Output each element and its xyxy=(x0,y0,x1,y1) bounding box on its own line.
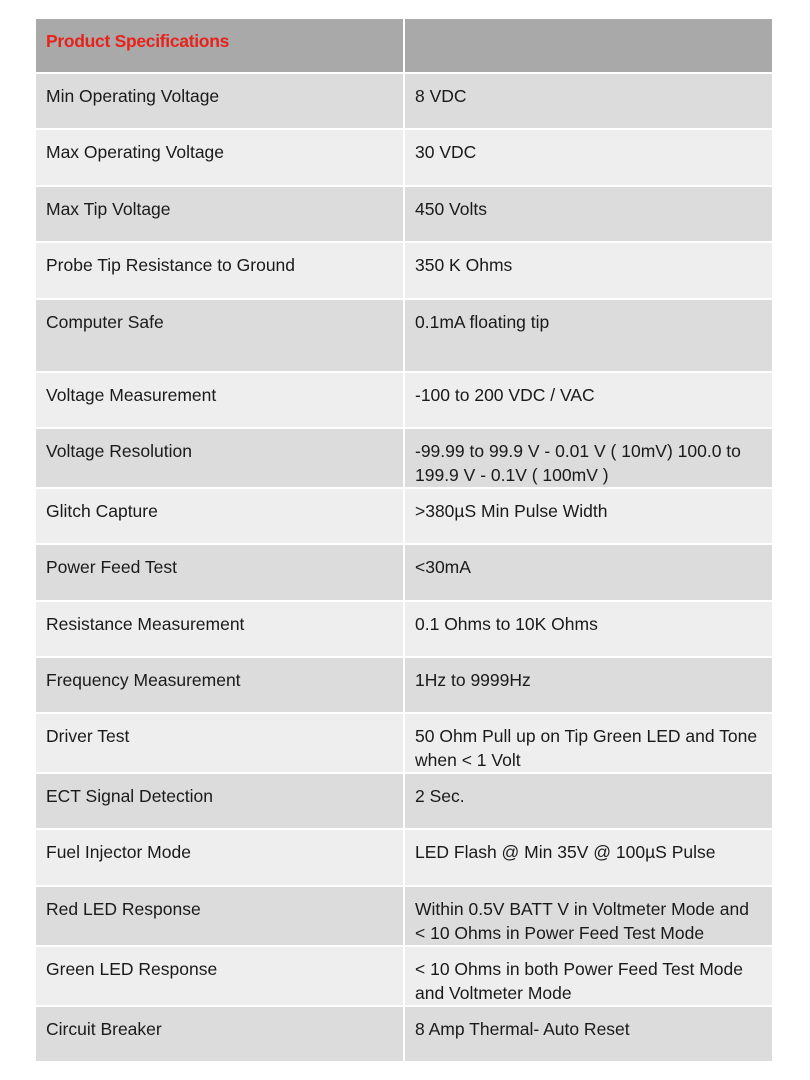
spec-label: Min Operating Voltage xyxy=(46,86,220,106)
table-row xyxy=(36,886,772,946)
spec-label: Green LED Response xyxy=(46,959,218,979)
spec-label: Max Operating Voltage xyxy=(46,142,225,162)
spec-label: Fuel Injector Mode xyxy=(46,842,191,862)
spec-value: 8 Amp Thermal- Auto Reset xyxy=(404,1006,772,1062)
spec-label: Voltage Resolution xyxy=(46,441,192,461)
spec-value: 350 K Ohms xyxy=(404,242,772,299)
table-row xyxy=(36,129,772,186)
spec-label: Driver Test xyxy=(46,726,130,746)
table-title: Product Specifications xyxy=(46,31,230,51)
spec-label: Resistance Measurement xyxy=(46,614,245,634)
spec-label: Max Tip Voltage xyxy=(46,199,171,219)
spec-label: Glitch Capture xyxy=(46,501,158,521)
spec-label: Power Feed Test xyxy=(46,557,177,577)
spec-value: 450 Volts xyxy=(404,186,772,242)
spec-value: < 10 Ohms in both Power Feed Test Mode and Voltmeter Mode xyxy=(404,946,772,1006)
spec-value: 30 VDC xyxy=(404,129,772,186)
spec-value: 2 Sec. xyxy=(404,773,772,829)
table-row xyxy=(36,601,772,657)
table-row xyxy=(36,773,772,829)
table-row xyxy=(36,428,772,488)
table-header-row xyxy=(36,19,772,73)
spec-value: >380µS Min Pulse Width xyxy=(404,488,772,544)
spec-value: 1Hz to 9999Hz xyxy=(404,657,772,713)
spec-value: 0.1mA floating tip xyxy=(404,299,772,372)
spec-value: Within 0.5V BATT V in Voltmeter Mode and < 10 Ohms in Power Feed Test Mode xyxy=(404,886,772,946)
spec-value: -100 to 200 VDC / VAC xyxy=(404,372,772,428)
spec-label: Red LED Response xyxy=(46,899,201,919)
spec-value: LED Flash @ Min 35V @ 100µS Pulse xyxy=(404,829,772,886)
table-row xyxy=(36,1006,772,1062)
spec-value: -99.99 to 99.9 V - 0.01 V ( 10mV) 100.0 to 199.9 V - 0.1V ( 100mV ) xyxy=(404,428,772,488)
spec-value: 50 Ohm Pull up on Tip Green LED and Tone when < 1 Volt xyxy=(404,713,772,773)
spec-label: ECT Signal Detection xyxy=(46,786,213,806)
table-row xyxy=(36,186,772,242)
spec-label: Frequency Measurement xyxy=(46,670,241,690)
spec-label: Computer Safe xyxy=(46,312,164,332)
table-row xyxy=(36,242,772,299)
table-row xyxy=(36,713,772,773)
table-row xyxy=(36,299,772,372)
table-row xyxy=(36,372,772,428)
spec-label: Voltage Measurement xyxy=(46,385,217,405)
spec-label: Circuit Breaker xyxy=(46,1019,162,1039)
table-row xyxy=(36,946,772,1006)
table-row xyxy=(36,829,772,886)
table-row xyxy=(36,73,772,129)
table-row xyxy=(36,657,772,713)
table-header-value xyxy=(404,19,772,73)
spec-value: 8 VDC xyxy=(404,73,772,129)
table-row xyxy=(36,488,772,544)
table-row xyxy=(36,544,772,601)
spec-value: <30mA xyxy=(404,544,772,601)
product-specifications-table xyxy=(36,19,772,1063)
spec-label: Probe Tip Resistance to Ground xyxy=(46,255,296,275)
spec-value: 0.1 Ohms to 10K Ohms xyxy=(404,601,772,657)
